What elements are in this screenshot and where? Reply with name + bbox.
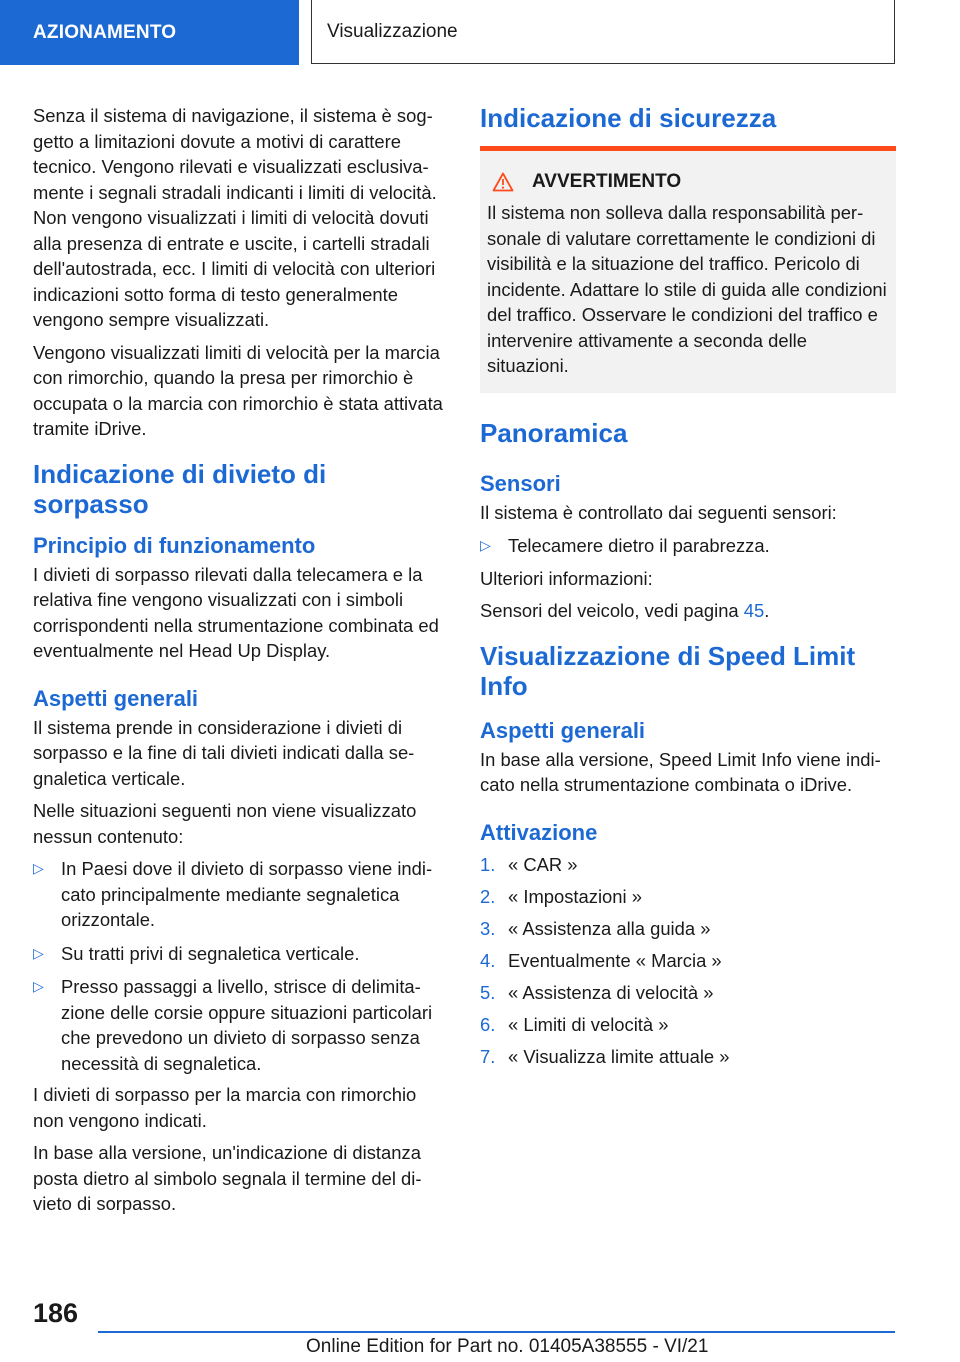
step-number: 2.: [480, 885, 496, 907]
step-number: 4.: [480, 949, 496, 971]
paragraph: I divieti di sorpasso per la marcia con rimorchio non vengono indicati.: [33, 1084, 417, 1131]
heading-speed-limit-info: Visualizzazione di Speed Limit Info: [480, 640, 856, 701]
heading-divieto-sorpasso: Indicazione di divieto di sorpasso: [33, 458, 327, 519]
page-link[interactable]: 45: [743, 600, 765, 621]
paragraph: Il sistema prende in considerazione i divieti di sorpasso e la fine di tali divieti indicati dalla segnaletica verticale.: [33, 716, 415, 789]
paragraph: Il sistema è controllato dai seguenti sensori:: [480, 501, 837, 523]
heading-attivazione: Attivazione: [480, 819, 598, 845]
warning-triangle-icon: [492, 172, 514, 192]
triangle-right-outline-icon: ▷: [33, 860, 44, 876]
heading-principio: Principio di funzionamento: [33, 532, 316, 558]
list-item: [33, 856, 449, 933]
triangle-right-outline-icon: ▷: [480, 537, 491, 553]
step-text: Eventualmente « Marcia »: [508, 949, 722, 971]
paragraph-reference: [480, 598, 896, 624]
list-item: [480, 533, 896, 559]
paragraph: In base alla versione, un'indicazione di distanza posta dietro al simbolo segnala il termine del divieto di sorpasso.: [33, 1142, 422, 1214]
list-item-text: Su tratti privi di segnaletica verticale.: [61, 942, 360, 964]
step-item: [480, 852, 896, 878]
right-column: [480, 103, 896, 1076]
list-item: [33, 974, 449, 1076]
step-text: « CAR »: [508, 853, 578, 875]
chapter-title: Visualizzazione: [327, 20, 458, 42]
step-text: « Visualizza limite attuale »: [508, 1045, 730, 1067]
paragraph: Vengono visualizzati limiti di velocità per la marcia con rimorchio, quando la presa per rimorchio è occupata o la marcia con rimorchio è stata attivata tramite iDrive.: [33, 341, 443, 439]
warning-text: Il sistema non solleva dalla responsabilità personale di valutare correttamente le condizioni di visibilità e la situazione del traffico. Pericolo di incidente. Adattare lo stile di guida alle condizioni del traffico. Osservare le condizioni del traffico e intervenire attivamente a seconda delle situazioni.: [487, 202, 887, 376]
paragraph: Ulteriori informazioni:: [480, 567, 653, 589]
list-item: [33, 941, 449, 967]
step-item: [480, 1012, 896, 1038]
heading-aspetti-generali: Aspetti generali: [33, 685, 199, 711]
step-number: 6.: [480, 1013, 496, 1035]
situations-list: [33, 856, 449, 1076]
reference-end: .: [764, 600, 770, 621]
left-column: [33, 103, 449, 1224]
paragraph: Senza il sistema di navigazione, il sistema è soggetto a limitazioni dovute a motivi di carattere tecnico. Vengono rilevati e visualizzati esclusivamente i segnali stradali indicanti i limiti di velocità. Non vengono visualizzati i limiti di velocità dovuti alla presenza di entrate e uscite, i cartelli stradali dell'autostrada, ecc. I limiti di velocità con ulteriori indicazioni sotto forma di testo generalmente vengono sempre visualizzati.: [33, 105, 437, 330]
triangle-right-outline-icon: ▷: [33, 944, 44, 961]
sensori-list: [480, 533, 896, 559]
step-item: [480, 916, 896, 942]
step-text: « Limiti di velocità »: [508, 1013, 669, 1035]
warning-header: [487, 171, 890, 193]
section-title: AZIONAMENTO: [33, 21, 177, 43]
activation-steps: [480, 852, 896, 1070]
step-number: 7.: [480, 1045, 496, 1067]
warning-title: AVVERTIMENTO: [532, 171, 682, 192]
list-item-text: In Paesi dove il divieto di sorpasso viene indicato principalmente mediante segnaletica orizzontale.: [61, 858, 433, 930]
step-item: [480, 1044, 896, 1070]
step-text: « Assistenza alla guida »: [508, 917, 711, 939]
page-number: 186: [33, 1298, 79, 1328]
paragraph: Nelle situazioni seguenti non viene visualizzato nessun contenuto:: [33, 800, 417, 847]
heading-sicurezza: Indicazione di sicurezza: [480, 103, 777, 133]
footer-edition: Online Edition for Part no. 01405A38555 - VI/21: [306, 1336, 709, 1357]
reference-text: Sensori del veicolo, vedi pagina: [480, 600, 744, 621]
step-item: [480, 948, 896, 974]
step-number: 3.: [480, 917, 496, 939]
paragraph: In base alla versione, Speed Limit Info viene indicato nella strumentazione combinata o iDrive.: [480, 748, 881, 795]
heading-panoramica: Panoramica: [480, 417, 628, 448]
triangle-right-outline-icon: ▷: [33, 978, 44, 994]
paragraph: I divieti di sorpasso rilevati dalla telecamera e la relativa fine vengono visualizzati con i simboli corrispondenti nella strumentazione combinata ed eventualmente nel Head Up Display.: [33, 563, 439, 661]
warning-box: [480, 146, 896, 393]
step-text: « Assistenza di velocità »: [508, 981, 714, 1003]
chapter-tab: [311, 0, 895, 64]
section-tab: [0, 0, 299, 65]
list-item-text: Presso passaggi a livello, strisce di delimitazione delle corsie oppure situazioni particolari che prevedono un divieto di sorpasso senza necessità di segnaletica.: [61, 976, 433, 1074]
step-text: « Impostazioni »: [508, 885, 642, 907]
heading-aspetti-generali: Aspetti generali: [480, 717, 646, 743]
footer-divider: [98, 1331, 895, 1333]
step-item: [480, 980, 896, 1006]
step-number: 5.: [480, 981, 496, 1003]
list-item-text: Telecamere dietro il parabrezza.: [508, 535, 770, 556]
step-item: [480, 884, 896, 910]
step-number: 1.: [480, 853, 496, 875]
heading-sensori: Sensori: [480, 470, 561, 496]
